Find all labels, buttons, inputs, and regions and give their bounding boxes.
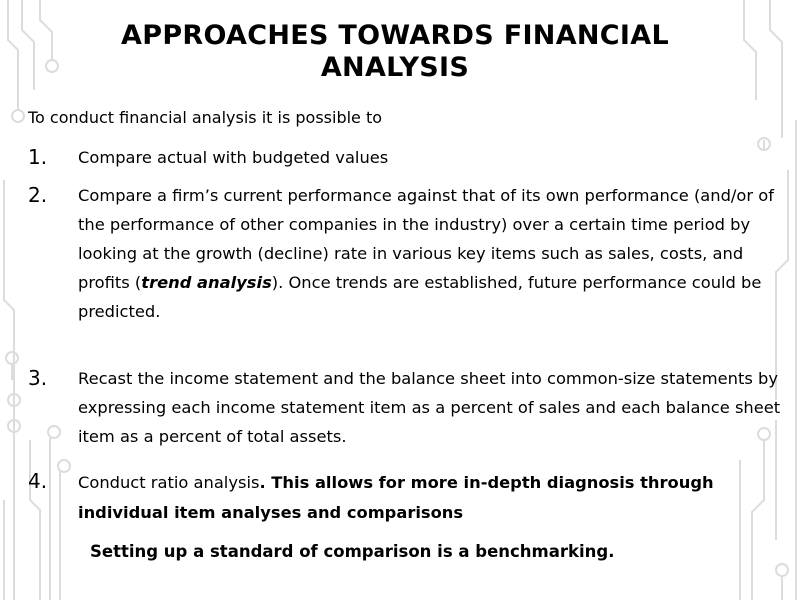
list-number: 3. (28, 366, 48, 390)
list-number: 1. (28, 145, 48, 169)
text-segment: Compare a firm’s current performance against that of its own performance (and/or of the performance of other companies in the industry) over a certain time period by looking at the growth (decline) rate in various key items such as sales, costs, and profits ( (78, 186, 774, 292)
list-item-text (78, 181, 788, 326)
list-item-text: Compare actual with budgeted values (78, 148, 389, 167)
text-segment: ). Once trends are established, future performance could be predicted. (78, 273, 762, 321)
benchmark-note: Setting up a standard of comparison is a benchmarking. (90, 542, 615, 561)
slide-title: APPROACHES TOWARDS FINANCIAL ANALYSIS (121, 20, 669, 83)
list-item-text (78, 468, 788, 528)
bold-text: . This allows for more in-depth diagnosis through individual item analyses and comparisons (78, 473, 714, 522)
list-number: 2. (28, 183, 48, 207)
intro-text: To conduct financial analysis it is possible to (28, 108, 383, 127)
list-number: 4. (28, 469, 48, 493)
text-segment: Conduct ratio analysis (78, 473, 260, 492)
list-item-text: Recast the income statement and the balance sheet into common-size statements by expressing each income statement item as a percent of sales and each balance sheet item as a percent of total assets. (78, 369, 781, 446)
emphasis-text: trend analysis (141, 273, 272, 292)
